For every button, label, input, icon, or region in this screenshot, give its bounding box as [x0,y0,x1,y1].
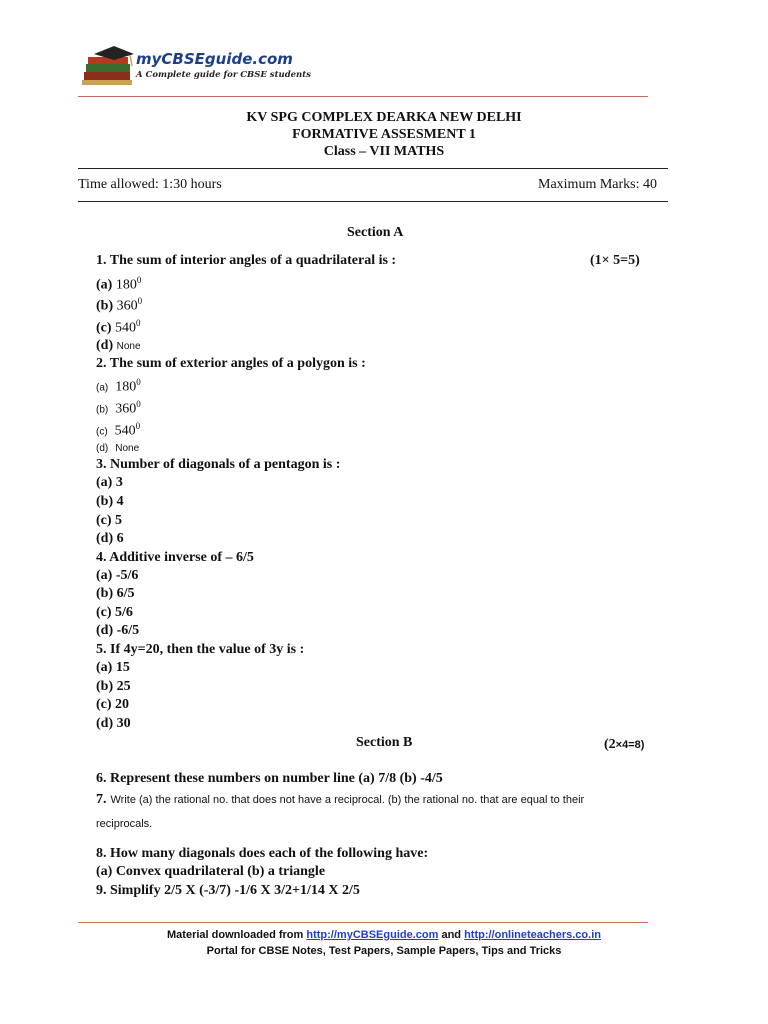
section-b-title: Section B [356,735,413,750]
question-9: 9. Simplify 2/5 X (-3/7) -1/6 X 3/2+1/14 X 2/5 [96,883,360,898]
question-2: 2. The sum of exterior angles of a polygon is : [96,356,366,371]
school-name: KV SPG COMPLEX DEARKA NEW DELHI [246,110,522,125]
question-8: 8. How many diagonals does each of the following have: [96,846,429,861]
question-1: 1. The sum of interior angles of a quadrilateral is : [96,253,397,268]
q5-option-a: (a) 15 [96,660,130,675]
header-divider [78,96,648,97]
question-7: 7. Write (a) the rational no. that does not have a reciprocal. (b) the rational no. that are equal to their [96,792,585,807]
q3-option-a: (a) 3 [96,475,123,490]
class-line: Class – VII MATHS [323,144,445,159]
question-7-continued: reciprocals. [96,818,153,830]
q5-option-c: (c) 20 [96,697,130,712]
onlineteachers-link[interactable]: http://onlineteachers.co.in [464,929,601,941]
q2-option-c: (c) $540^0$ [96,421,141,439]
q1-option-d: (d) None [96,338,141,353]
q3-option-d: (d) 6 [96,531,124,546]
logo [80,44,140,88]
question-3: 3. Number of diagonals of a pentagon is : [96,457,341,472]
q1-option-c: (c) $540^0$ [96,318,141,336]
q3-option-b: (b) 4 [96,494,124,509]
q1-option-a: (a) $180^0$ [96,275,142,293]
section-b-marks: (2×4=8) [604,737,645,752]
q4-option-c: (c) 5/6 [96,605,133,620]
q2-option-a: (a) $180^0$ [96,377,141,395]
divider-top [78,168,668,169]
logo-subtitle: A Complete guide for CBSE students [136,70,311,80]
q3-option-c: (c) 5 [96,513,123,528]
question-8-options: (a) Convex quadrilateral (b) a triangle [96,864,326,879]
time-allowed: Time allowed: 1:30 hours [78,177,222,192]
q4-option-d: (d) -6/5 [96,623,140,638]
exam-title: FORMATIVE ASSESMENT 1 [292,127,476,142]
footer-line-1: Material downloaded from http://myCBSEguide.com and http://onlineteachers.co.in [167,929,601,941]
mycbseguide-link[interactable]: http://myCBSEguide.com [306,929,439,941]
footer-line-2: Portal for CBSE Notes, Test Papers, Sample Papers, Tips and Tricks [206,945,562,957]
question-4: 4. Additive inverse of – 6/5 [96,550,254,565]
divider-bottom [78,201,668,202]
q1-option-b: (b) $360^0$ [96,296,143,314]
maximum-marks: Maximum Marks: 40 [538,177,657,192]
q4-option-b: (b) 6/5 [96,586,135,601]
q5-option-d: (d) 30 [96,716,131,731]
section-a-marks: (1× 5=5) [590,253,640,268]
footer-divider [78,922,648,923]
q2-option-d: (d) None [96,443,140,454]
books-logo-icon [80,44,140,88]
question-5: 5. If 4y=20, then the value of 3y is : [96,642,305,657]
q4-option-a: (a) -5/6 [96,568,139,583]
q5-option-b: (b) 25 [96,679,131,694]
question-6: 6. Represent these numbers on number line (a) 7/8 (b) -4/5 [96,771,443,786]
section-a-title: Section A [347,225,404,240]
q2-option-b: (b) $360^0$ [96,399,141,417]
logo-title: myCBSEguide.com [136,50,293,68]
